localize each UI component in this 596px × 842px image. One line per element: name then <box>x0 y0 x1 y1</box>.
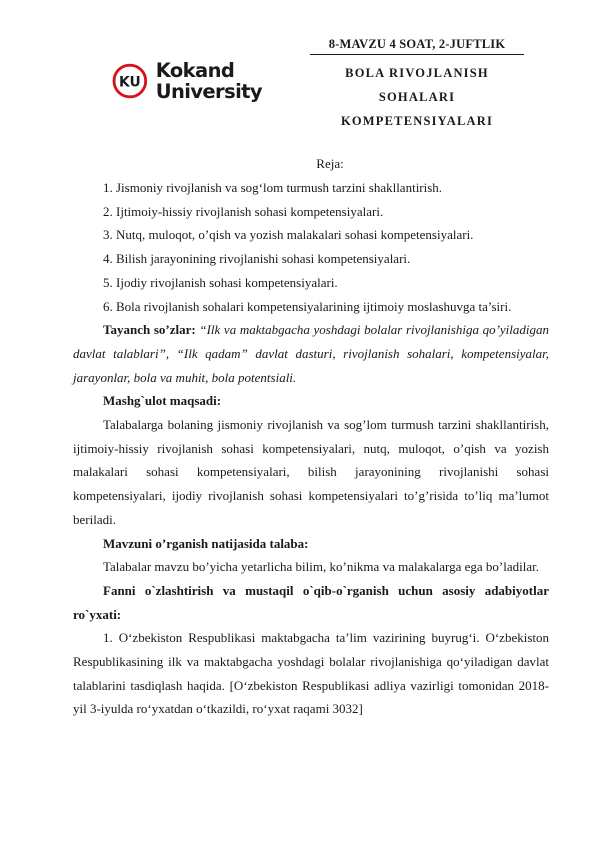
plan-item: 1. Jismoniy rivojlanish va sog‘lom turmush tarzini shakllantirish. <box>103 180 443 195</box>
title-line-1: BOLA RIVOJLANISH <box>345 66 489 80</box>
plan-heading: Reja: <box>316 156 344 171</box>
logo-monogram: KU <box>119 74 141 91</box>
plan-item: 4. Bilish jarayonining rivojlanishi sohasi kompetensiyalari. <box>103 251 411 267</box>
plan-item: 2. Ijtimoiy-hissiy rivojlanish sohasi kompetensiyalari. <box>103 203 384 219</box>
topic-header <box>310 36 524 133</box>
university-logo <box>112 46 262 116</box>
logo-line-2: University <box>155 80 262 103</box>
title-line-3: KOMPETENSIYALARI <box>340 114 494 128</box>
outcome-heading: Mavzuni o’rganish natijasida talaba: <box>103 535 309 551</box>
keywords-paragraph <box>73 318 549 389</box>
topic-label: 8-MAVZU 4 SOAT, 2-JUFTLIK <box>310 36 524 55</box>
plan-item: 3. Nutq, muloqot, o’qish va yozish malakalari sohasi kompetensiyalari. <box>103 227 474 243</box>
title-line-2: SOHALARI <box>378 90 456 104</box>
outcome-text: Talabalar mavzu bo’yicha yetarlicha bilim, ko’nikma va malakalarga ega bo’ladilar. <box>103 559 539 575</box>
keywords-text: “Ilk va maktabgacha yoshdagi bolalar rivojlanishiga qo’yiladigan davlat talablari”, “Ilk qadam” davlat dasturi, rivojlanish sohalari, kompetensiyalar, jarayonlar, bola va muhit, bola potentsiali. <box>73 322 550 385</box>
keywords-label: Tayanch so’zlar: <box>103 322 196 338</box>
goal-heading: Mashg`ulot maqsadi: <box>103 393 222 409</box>
logo-wordmark <box>156 60 262 102</box>
plan-item: 5. Ijodiy rivojlanish sohasi kompetensiyalari. <box>103 274 338 290</box>
ku-monogram-icon <box>112 59 148 103</box>
document-body <box>73 176 549 721</box>
literature-item: 1. O‘zbekiston Respublikasi maktabgacha ta’lim vazirining buyrug‘i. O‘zbekiston Respublikasining ilk va maktabgacha yoshdagi bolalar rivojlanishiga qo‘yiladigan davlat talablarini tasdiqlash haqida. [O‘zbekiston Respublikasi adliya vazirligi tomonidan 2018-yil 3-iyulda ro‘yxatdan o‘tkazildi, ro‘yxat raqami 3032] <box>73 630 549 717</box>
goal-text: Talabalarga bolaning jismoniy rivojlanish va sog’lom turmush tarzini shakllantirish, ijtimoiy-hissiy rivojlanish sohasi kompetensiyalari, nutq, muloqot, o’qish va yozish malakalari sohasi kompetensiyalari, bilish jarayonining rivojlanishi sohasi kompetensiyalari, ijodiy rivojlanish sohasi kompetensiyalari to’g’risida to’liq ma’lumot beriladi. <box>73 417 549 527</box>
plan-item: 6. Bola rivojlanish sohalari kompetensiyalarining ijtimoiy moslashuvga ta’siri. <box>103 298 512 314</box>
literature-heading: Fanni o`zlashtirish va mustaqil o`qib-o`rganish uchun asosiy adabiyotlar ro`yxati: <box>73 582 549 622</box>
logo-line-1: Kokand <box>155 59 235 82</box>
